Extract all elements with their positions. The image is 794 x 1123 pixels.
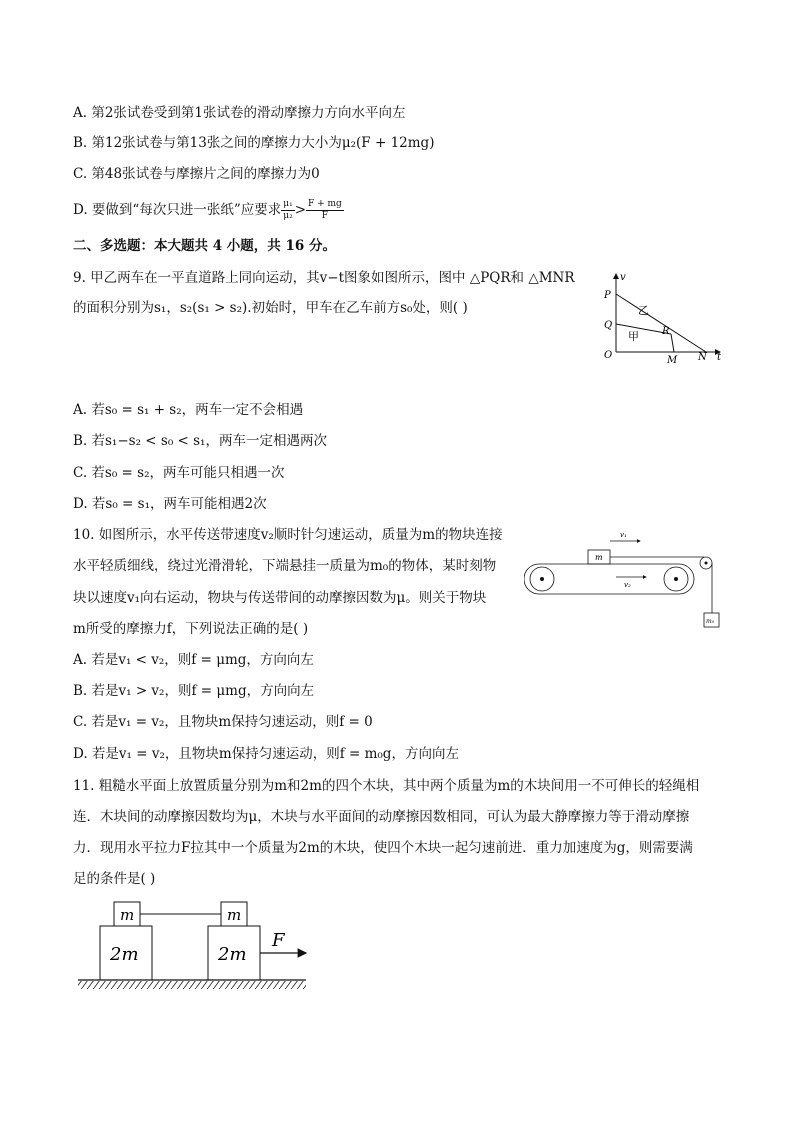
q8-option-d <box>73 199 344 222</box>
label-hanging-mass: m₀ <box>706 618 715 625</box>
label-2m-left: 2m <box>110 944 139 965</box>
q10-stem-line2: 水平轻质细线，绕过光滑滑轮，下端悬挂一质量为m₀的物体，某时刻物 <box>73 558 497 574</box>
q8-option-a: A. 第2张试卷受到第1张试卷的滑动摩擦力方向水平向左 <box>73 105 406 121</box>
fraction-mu-denominator: μ₂ <box>283 211 293 221</box>
label-v: v <box>620 272 626 283</box>
q10-stem-line4: m所受的摩擦力f，下列说法正确的是( ) <box>73 621 309 637</box>
label-m: M <box>667 355 678 364</box>
q10-option-d: D. 若是v₁ = v₂，且物块m保持匀速运动，则f = m₀g，方向向左 <box>73 746 459 762</box>
label-v1: v₁ <box>620 531 627 539</box>
label-force: F <box>272 930 285 951</box>
line-yi <box>616 294 706 352</box>
label-t: t <box>717 352 722 363</box>
fraction-force-numerator: F + mg <box>308 199 342 209</box>
q9-option-b: B. 若s₁−s₂ < s₀ < s₁，两车一定相遇两次 <box>73 433 327 449</box>
q9-option-a: A. 若s₀ = s₁ + s₂，两车一定不会相遇 <box>73 402 304 418</box>
q11-blocks-figure <box>76 900 316 994</box>
label-o: O <box>604 350 613 361</box>
label-jia: 甲 <box>628 330 639 343</box>
label-v2: v₂ <box>624 581 631 589</box>
label-m-right: m <box>227 906 242 924</box>
label-m-left: m <box>120 906 135 924</box>
label-block-m: m <box>595 553 603 562</box>
ground-hatching <box>78 981 306 989</box>
q8-option-b: B. 第12张试卷与第13张之间的摩擦力大小为μ₂(F + 12mg) <box>73 135 435 151</box>
q10-option-c: C. 若是v₁ = v₂，且物块m保持匀速运动，则f = 0 <box>73 714 373 730</box>
fraction-mu <box>281 199 294 222</box>
q9-stem-line1: 9. 甲乙两车在一平直道路上同向运动，其v−t图象如图所示，图中 △PQR和 △MNR <box>73 270 575 286</box>
fraction-force-denominator: F <box>321 211 329 221</box>
q9-option-c: C. 若s₀ = s₂，两车可能只相遇一次 <box>73 465 285 481</box>
q9-vt-graph <box>596 268 726 364</box>
q10-stem-line3: 块以速度v₁向右运动，物块与传送带间的动摩擦因数为μ。则关于物块 <box>73 590 487 606</box>
label-yi: 乙 <box>638 304 649 317</box>
greater-than: > <box>294 202 307 218</box>
label-2m-right: 2m <box>218 944 247 965</box>
q10-conveyor-figure <box>524 527 724 635</box>
fraction-force <box>306 199 344 222</box>
q10-stem-line1: 10. 如图所示，水平传送带速度v₂顺时针匀速运动，质量为m的物块连接 <box>73 527 503 543</box>
q11-stem-line2: 连．木块间的动摩擦因数均为μ，木块与水平面间的动摩擦因数相同，可认为最大静摩擦力等于滑动摩擦 <box>73 809 690 825</box>
section-heading-multiple-choice: 二、多选题：本大题共 4 小题，共 16 分。 <box>73 238 336 254</box>
q11-stem-line3: 力．现用水平拉力F拉其中一个质量为2m的木块，使四个木块一起匀速前进．重力加速度为g，则需要满 <box>73 840 693 856</box>
label-q: Q <box>604 320 613 331</box>
q9-option-d: D. 若s₀ = s₁，两车可能相遇2次 <box>73 496 267 512</box>
fraction-mu-numerator: μ₁ <box>283 199 293 209</box>
label-r: R <box>662 326 670 337</box>
q10-option-a: A. 若是v₁ < v₂，则f = μmg，方向向左 <box>73 652 314 668</box>
q11-stem-line1: 11. 粗糙水平面上放置质量分别为m和2m的四个木块，其中两个质量为m的木块间用一不可伸长的轻绳相 <box>73 778 700 794</box>
label-n: N <box>698 352 707 363</box>
q8-option-c: C. 第48张试卷与摩擦片之间的摩擦力为0 <box>73 166 320 182</box>
q8-option-d-prefix: D. 要做到“每次只进一张纸”应要求 <box>73 202 282 218</box>
q9-stem-line2: 的面积分别为s₁，s₂(s₁ > s₂).初始时，甲车在乙车前方s₀处，则( ) <box>73 300 468 316</box>
label-p: P <box>604 290 611 301</box>
q10-option-b: B. 若是v₁ > v₂，则f = μmg，方向向左 <box>73 683 315 699</box>
q11-stem-line4: 足的条件是( ) <box>73 871 156 887</box>
line-jia-ext <box>671 334 674 352</box>
